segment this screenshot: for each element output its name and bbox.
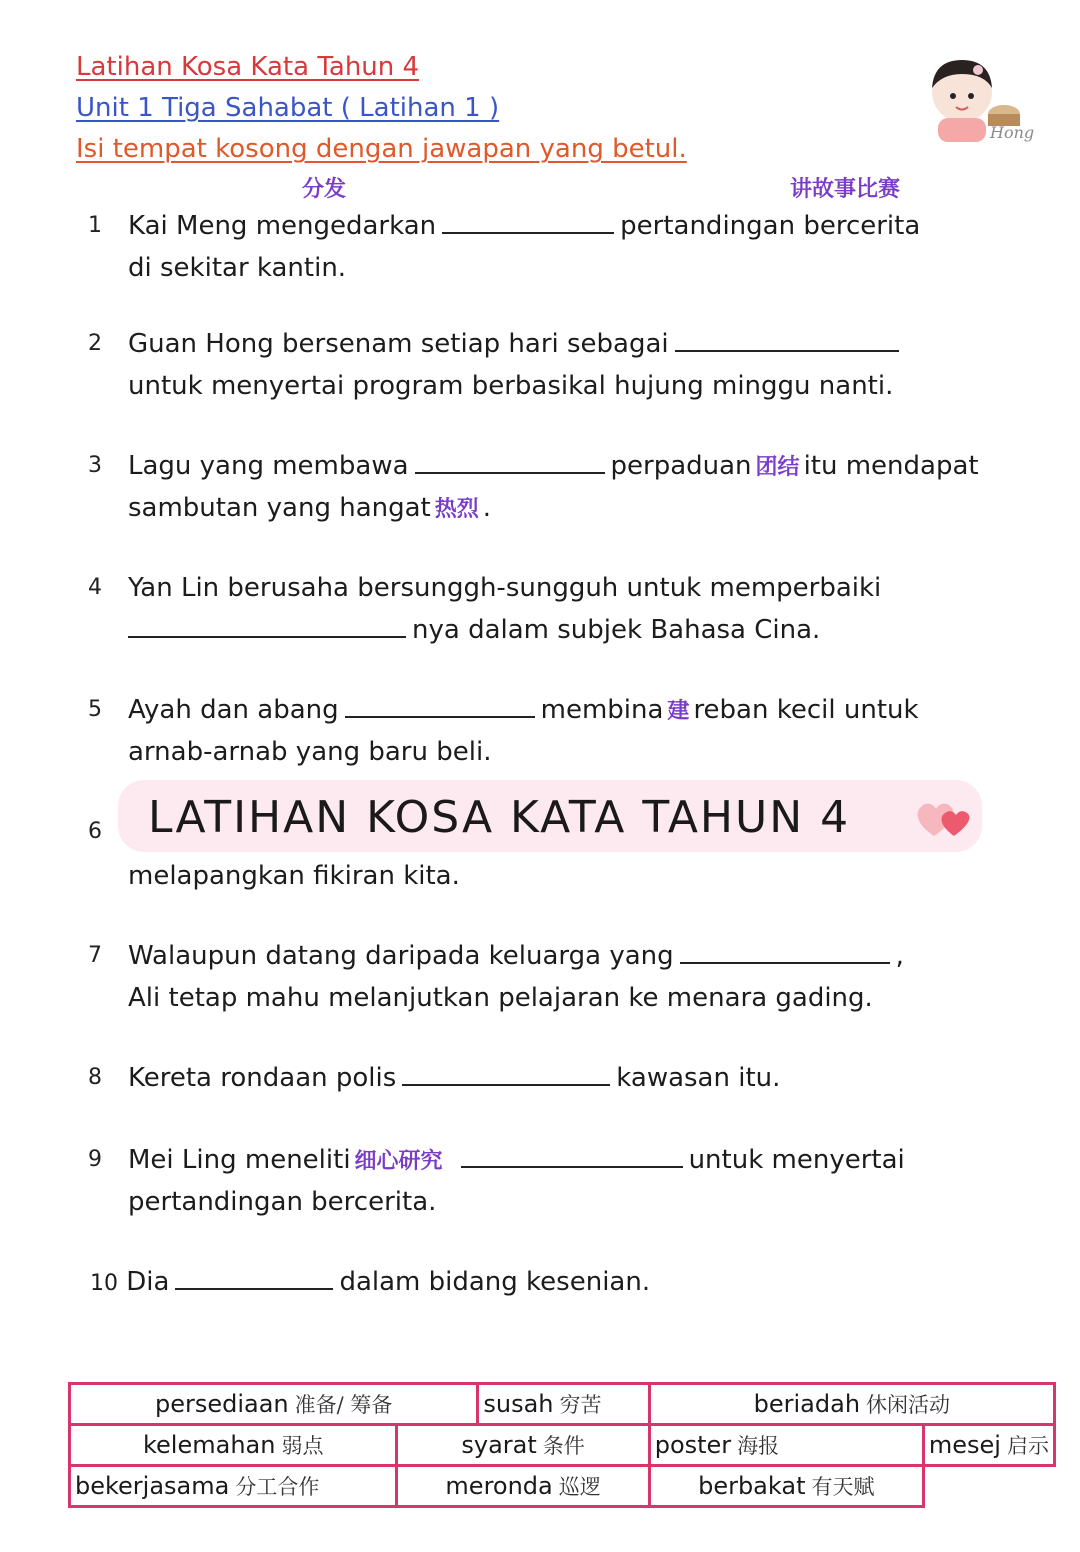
- word-bank-cell: [397, 1466, 649, 1507]
- question-number: 7: [88, 943, 102, 968]
- question-number: 4: [88, 575, 102, 600]
- teacher-avatar-logo: [918, 52, 1036, 144]
- question-text: ,: [895, 941, 904, 971]
- word-bank-cell: [397, 1425, 649, 1466]
- word-bank-cell: [649, 1425, 923, 1466]
- word-translation: 启示: [1006, 1433, 1049, 1458]
- question-text: dalam bidang kesenian.: [339, 1267, 651, 1297]
- word-bank-row: [70, 1466, 1055, 1507]
- question-text: pertandingan bercerita: [620, 211, 921, 241]
- question-number: 5: [88, 697, 102, 722]
- question-text: kawasan itu.: [616, 1063, 781, 1093]
- word-term: persediaan: [154, 1389, 289, 1418]
- word-bank-cell: [70, 1466, 397, 1507]
- question-text: nya dalam subjek Bahasa Cina.: [412, 615, 821, 645]
- question-text: Dia: [126, 1267, 170, 1297]
- word-translation: 有天赋: [811, 1474, 875, 1499]
- question-10-line-1: [90, 1262, 650, 1304]
- question-text: .: [482, 493, 492, 523]
- word-term: meronda: [445, 1471, 553, 1500]
- question-text: Lagu yang membawa: [128, 451, 409, 481]
- answer-blank[interactable]: [402, 1060, 610, 1086]
- answer-blank[interactable]: [442, 208, 614, 234]
- word-bank-row: [70, 1425, 1055, 1466]
- logo-text: Hong: [990, 123, 1035, 142]
- word-term: bekerjasama: [75, 1471, 230, 1500]
- question-text: Mei Ling meneliti: [128, 1145, 351, 1175]
- word-translation: 准备/ 筹备: [294, 1392, 393, 1417]
- question-text: Ayah dan abang: [128, 695, 339, 725]
- word-term: susah: [483, 1389, 554, 1418]
- question-3-line-1: [128, 446, 979, 487]
- word-term: poster: [654, 1430, 732, 1459]
- question-text: perpaduan: [610, 451, 752, 481]
- question-7-line-2: Ali tetap mahu melanjutkan pelajaran ke menara gading.: [128, 983, 873, 1013]
- word-term: kelemahan: [143, 1430, 276, 1459]
- question-9-line-2: pertandingan bercerita.: [128, 1187, 437, 1217]
- word-term: mesej: [928, 1430, 1001, 1459]
- word-translation: 休闲活动: [866, 1392, 951, 1417]
- banner-text: LATIHAN KOSA KATA TAHUN 4: [148, 792, 851, 843]
- word-term: berbakat: [698, 1471, 806, 1500]
- word-bank-cell: [70, 1384, 478, 1425]
- question-2-line-1: [128, 324, 905, 364]
- chinese-hint: 团结: [755, 454, 800, 480]
- question-1-line-2: di sekitar kantin.: [128, 253, 347, 283]
- word-translation: 巡逻: [558, 1474, 601, 1499]
- question-6-line-2: melapangkan fikiran kita.: [128, 861, 460, 891]
- word-bank-row: [70, 1384, 1055, 1425]
- answer-blank[interactable]: [345, 692, 535, 718]
- word-translation: 条件: [542, 1433, 585, 1458]
- hint-chinese-storytelling: 讲故事比赛: [790, 176, 901, 202]
- question-number: 3: [88, 453, 102, 478]
- question-text: untuk menyertai: [688, 1145, 905, 1175]
- question-text: Guan Hong bersenam setiap hari sebagai: [128, 329, 669, 359]
- question-2-line-2: untuk menyertai program berbasikal hujung minggu nanti.: [128, 371, 894, 401]
- worksheet-title: Latihan Kosa Kata Tahun 4: [76, 52, 420, 82]
- question-text: membina: [540, 695, 664, 725]
- word-translation: 弱点: [281, 1433, 324, 1458]
- question-8-line-1: [128, 1058, 780, 1098]
- word-term: syarat: [461, 1430, 537, 1459]
- chinese-hint: 建: [667, 698, 690, 724]
- question-number: 8: [88, 1065, 102, 1090]
- question-text: Kereta rondaan polis: [128, 1063, 397, 1093]
- question-1-line-1: [128, 206, 920, 246]
- chinese-hint: 细心研究: [354, 1148, 443, 1174]
- chinese-hint: 热烈: [434, 496, 479, 522]
- question-4-line-2: [128, 610, 820, 650]
- question-text: Kai Meng mengedarkan: [128, 211, 437, 241]
- question-9-line-1: [128, 1140, 905, 1181]
- question-7-line-1: [128, 936, 904, 976]
- instruction-text: Isi tempat kosong dengan jawapan yang betul.: [76, 134, 687, 164]
- question-5-line-2: arnab-arnab yang baru beli.: [128, 737, 492, 767]
- question-number: 6: [88, 819, 102, 844]
- word-bank-cell: [649, 1384, 1054, 1425]
- hearts-icon: [912, 796, 976, 840]
- answer-blank[interactable]: [461, 1142, 683, 1168]
- word-term: beriadah: [753, 1389, 861, 1418]
- word-translation: 海报: [737, 1433, 780, 1458]
- question-5-line-1: [128, 690, 919, 731]
- question-text: itu mendapat: [803, 451, 979, 481]
- answer-blank[interactable]: [415, 448, 605, 474]
- question-number: 1: [88, 213, 102, 238]
- word-translation: 穷苦: [559, 1392, 602, 1417]
- word-bank-cell: [923, 1425, 1054, 1466]
- question-number: 2: [88, 331, 102, 356]
- answer-blank[interactable]: [175, 1264, 333, 1290]
- word-bank-table: [68, 1382, 1056, 1508]
- question-number: 10: [90, 1271, 118, 1296]
- word-bank-cell: [70, 1425, 397, 1466]
- question-3-line-2: [128, 488, 491, 529]
- unit-title: Unit 1 Tiga Sahabat ( Latihan 1 ): [76, 93, 500, 123]
- answer-blank[interactable]: [675, 326, 899, 352]
- word-bank-empty-cell: [923, 1466, 1054, 1507]
- word-bank-cell: [649, 1466, 923, 1507]
- question-text: Walaupun datang daripada keluarga yang: [128, 941, 674, 971]
- question-text: reban kecil untuk: [693, 695, 919, 725]
- answer-blank[interactable]: [680, 938, 890, 964]
- question-text: sambutan yang hangat: [128, 493, 431, 523]
- answer-blank[interactable]: [128, 612, 406, 638]
- question-number: 9: [88, 1147, 102, 1172]
- hint-chinese-distribute: 分发: [302, 176, 347, 202]
- word-bank-cell: [478, 1384, 649, 1425]
- question-4-line-1: Yan Lin berusaha bersunggh-sungguh untuk memperbaiki: [128, 573, 882, 603]
- word-translation: 分工合作: [235, 1474, 320, 1499]
